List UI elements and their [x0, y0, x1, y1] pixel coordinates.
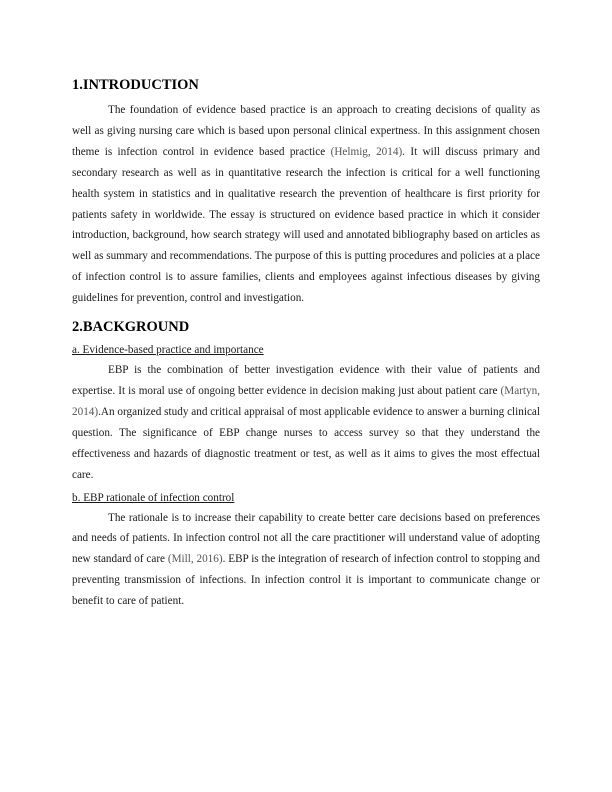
subheading-ebp-rationale: b. EBP rationale of infection control — [72, 491, 235, 504]
ebp-rationale-paragraph — [72, 508, 540, 613]
citation-mill: (Mill, 2016) — [167, 553, 223, 566]
citation-helmig: (Helmig, 2014) — [330, 145, 403, 158]
spacer — [72, 309, 540, 318]
rationale-text-end: . EBP is the integration of research of infection control to stopping and preventing transmission of infections. In infection control it is important to communicate change or benefit to care of patient. — [72, 553, 540, 608]
document-content — [72, 76, 540, 612]
evidence-based-practice-paragraph — [72, 360, 540, 485]
rationale-text-start: The rationale is to increase their capability to create better care decisions based on preferences and needs of patients. In infection control not all the care practitioner will understand value of adopting new standard of care — [72, 511, 540, 566]
ebp-text-start: EBP is the combination of better investigation evidence with their value of patients and expertise. It is moral use of ongoing better evidence in decision making just about patient care — [72, 364, 540, 397]
introduction-text-end: . It will discuss primary and secondary research as well as in quantitative research the infection is critical for a well functioning health system in statistics and in qualitative research the prevention of healthcare is first priority for patients safety in worldwide. The essay is structured on evidence based practice in which it consider introduction, background, how search strategy will used and annotated bibliography based on articles as well as summary and recommendations. The purpose of this is putting procedures and policies at a place of infection control is to assure families, clients and employees against infectious diseases by giving guidelines for prevention, control and investigation. — [72, 145, 540, 305]
citation-martyn: (Martyn, 2014) — [72, 384, 540, 418]
ebp-text-end: .An organized study and critical appraisal of most applicable evidence to answer a burning clinical question. The significance of EBP change nurses to access survey so that they understand the effectiveness and hazards of diagnostic treatment or test, as well as it aims to gives the most effectual care. — [72, 405, 540, 481]
introduction-heading: 1.INTRODUCTION — [72, 77, 199, 93]
introduction-paragraph — [72, 100, 540, 309]
introduction-text-start: The foundation of evidence based practice is an approach to creating decisions of quality as well as giving nursing care which is based upon personal clinical expertness. In this assignment chosen theme is infection control in evidence based practice — [72, 104, 540, 158]
subheading-evidence-based-practice: a. Evidence-based practice and importance — [72, 344, 264, 357]
background-heading: 2.BACKGROUND — [72, 319, 190, 336]
